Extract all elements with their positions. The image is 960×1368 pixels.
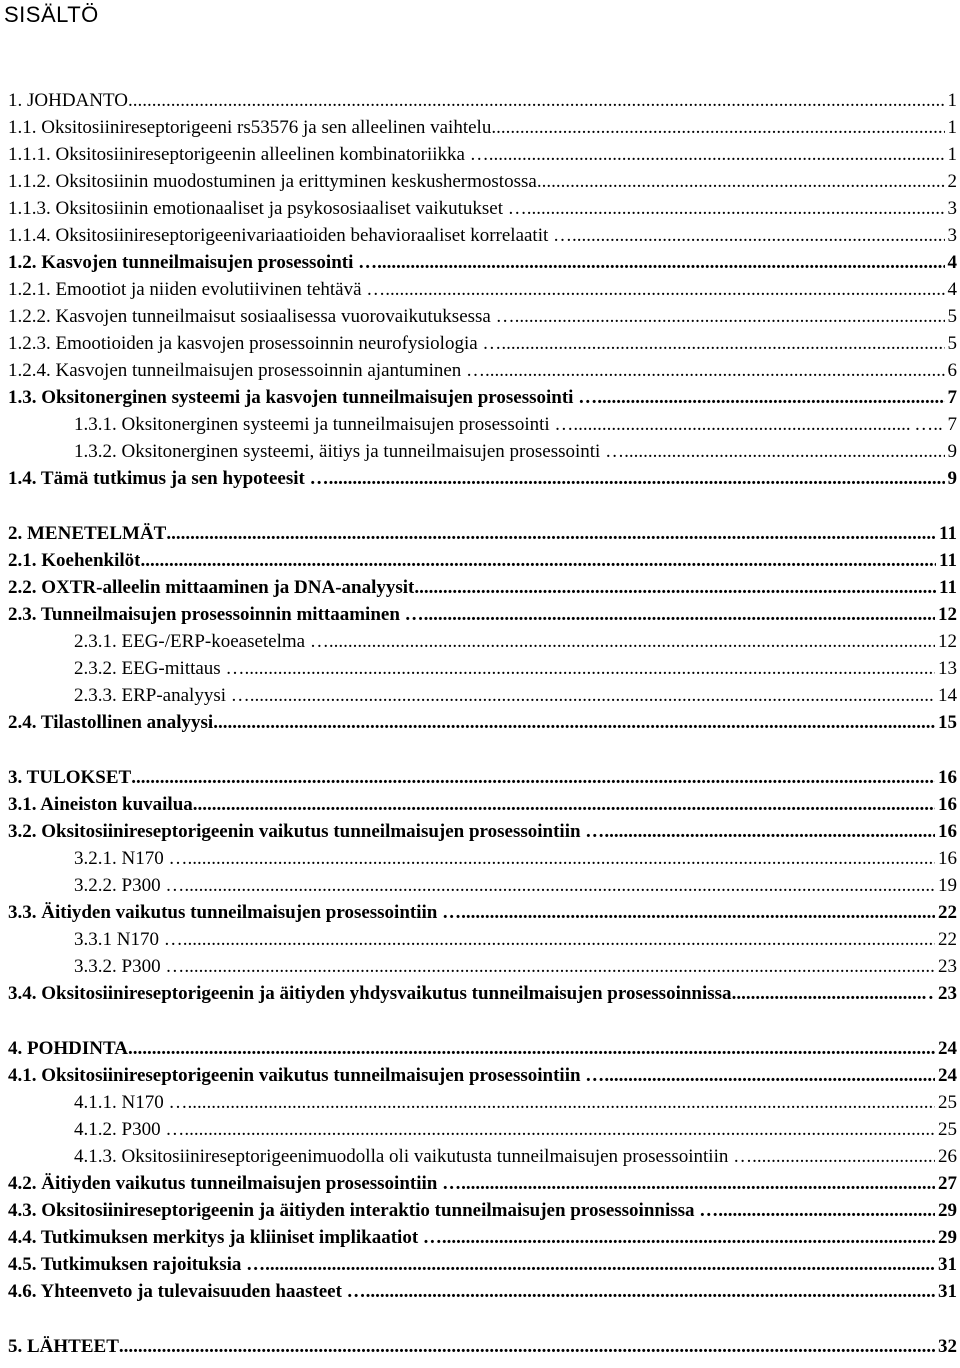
toc-entry-label: 1.1.3. Oksitosiinin emotionaaliset ja psykososiaaliset vaikutukset …: [8, 198, 527, 219]
toc-entry-label: 1.2.1. Emootiot ja niiden evolutiivinen tehtävä …: [8, 279, 386, 300]
toc-entry[interactable]: [0, 844, 960, 870]
toc-entry-label: 2.3. Tunneilmaisujen prosessoinnin mittaaminen …: [8, 604, 424, 625]
toc-entry-label: 1. JOHDANTO: [8, 90, 128, 111]
toc-entry-page: ….. 7: [914, 414, 957, 435]
toc-entry-page: 1: [947, 144, 957, 165]
toc-entry[interactable]: [0, 275, 960, 301]
toc-entry-label: 3.1. Aineiston kuvailua: [8, 794, 193, 815]
dot-leader: [187, 1092, 935, 1114]
toc-entry-label: 1.3.1. Oksitonerginen systeemi ja tunneilmaisujen prosessointi …: [74, 414, 574, 435]
toc-entry[interactable]: [0, 1142, 960, 1168]
toc-entry[interactable]: [0, 1250, 960, 1276]
toc-entry-label: 3.3.1 N170 …: [74, 929, 183, 950]
toc-entry[interactable]: [0, 600, 960, 626]
toc-entry-page: 14: [938, 685, 957, 706]
toc-entry[interactable]: [0, 464, 960, 490]
toc-entry-page: 22: [938, 902, 957, 923]
dot-leader: [244, 658, 935, 680]
toc-entry-page: 11: [939, 577, 957, 598]
toc-entry[interactable]: [0, 546, 960, 572]
toc-entry[interactable]: [0, 1034, 960, 1060]
toc-entry-page: 22: [938, 929, 957, 950]
toc-entry-page: 4: [947, 279, 957, 300]
toc-entry[interactable]: [0, 925, 960, 951]
toc-entry-page: 7: [947, 387, 957, 408]
toc-entry-label: 2.2. OXTR-alleelin mittaaminen ja DNA-analyysit: [8, 577, 415, 598]
toc-entry-label: 2. MENETELMÄT: [8, 523, 167, 544]
toc-entry-page: 25: [938, 1119, 957, 1140]
dot-leader: [128, 90, 945, 112]
dot-leader: [515, 306, 945, 328]
dot-leader: [752, 1146, 935, 1168]
dot-leader: [573, 414, 911, 436]
toc-entry[interactable]: [0, 437, 960, 463]
toc-entry-page: . 23: [928, 983, 957, 1004]
toc-entry-label: 3.2. Oksitosiinireseptorigeenin vaikutus tunneilmaisujen prosessointiin …: [8, 821, 605, 842]
toc-entry-label: 4.1.2. P300 …: [74, 1119, 185, 1140]
toc-entry[interactable]: [0, 410, 960, 436]
dot-leader: [489, 144, 945, 166]
toc-entry-page: 16: [938, 767, 957, 788]
dot-leader: [604, 821, 935, 843]
dot-leader: [183, 929, 935, 951]
toc-entry-label: 5. LÄHTEET: [8, 1336, 119, 1357]
dot-leader: [624, 441, 944, 463]
toc-entry-label: 1.1. Oksitosiinireseptorigeeni rs53576 ja sen alleelinen vaihtelu: [8, 117, 492, 138]
toc-entry-label: 3.3. Äitiyden vaikutus tunneilmaisujen prosessointiin …: [8, 902, 462, 923]
dot-leader: [537, 171, 945, 193]
toc-entry[interactable]: [0, 1169, 960, 1195]
toc-entry-label: 4.1. Oksitosiinireseptorigeenin vaikutus tunneilmaisujen prosessointiin …: [8, 1065, 605, 1086]
toc-entry-page: 24: [938, 1065, 957, 1086]
dot-leader: [424, 604, 935, 626]
toc-entry-page: 12: [938, 604, 957, 625]
toc-entry-label: 4.5. Tutkimuksen rajoituksia …: [8, 1254, 266, 1275]
dot-leader: [329, 468, 945, 490]
toc-entry[interactable]: [0, 113, 960, 139]
dot-leader: [265, 1254, 935, 1276]
toc-entry-page: 19: [938, 875, 957, 896]
dot-leader: [414, 577, 936, 599]
toc-entry[interactable]: [0, 167, 960, 193]
toc-entry-label: 1.2.4. Kasvojen tunneilmaisujen prosessoinnin ajantuminen …: [8, 360, 486, 381]
toc-entry-label: 2.1. Koehenkilöt: [8, 550, 141, 571]
toc-entry-page: 3: [947, 198, 957, 219]
toc-entry-page: 16: [938, 794, 957, 815]
toc-entry-label: 4.2. Äitiyden vaikutus tunneilmaisujen prosessointiin …: [8, 1173, 462, 1194]
toc-entry-label: 2.3.1. EEG-/ERP-koeasetelma …: [74, 631, 329, 652]
toc-entry-page: 31: [938, 1254, 957, 1275]
toc-entry[interactable]: [0, 356, 960, 382]
toc-entry[interactable]: [0, 194, 960, 220]
toc-entry-label: 2.4. Tilastollinen analyysi: [8, 712, 214, 733]
toc-entry[interactable]: [0, 627, 960, 653]
toc-entry-page: 29: [938, 1227, 957, 1248]
toc-entry[interactable]: [0, 1061, 960, 1087]
toc-entry[interactable]: [0, 763, 960, 789]
toc-entry-page: 29: [938, 1200, 957, 1221]
dot-leader: [718, 1200, 935, 1222]
toc-entry[interactable]: [0, 383, 960, 409]
toc-entry[interactable]: [0, 1196, 960, 1222]
dot-leader: [119, 1336, 935, 1358]
toc-entry[interactable]: [0, 681, 960, 707]
toc-entry-page: 9: [947, 468, 957, 489]
dot-leader: [366, 1281, 935, 1303]
toc-entry-label: 3.4. Oksitosiinireseptorigeenin ja äitiyden yhdysvaikutus tunneilmaisujen prosessoinnissa: [8, 983, 732, 1004]
dot-leader: [732, 983, 926, 1005]
dot-leader: [213, 712, 935, 734]
toc-entry[interactable]: [0, 1277, 960, 1303]
dot-leader: [597, 387, 944, 409]
dot-leader: [572, 225, 944, 247]
toc-entry[interactable]: [0, 654, 960, 680]
toc-entry-page: 2: [947, 171, 957, 192]
toc-entry[interactable]: [0, 302, 960, 328]
toc-entry-label: 1.1.4. Oksitosiinireseptorigeenivariaatioiden behavioraaliset korrelaatit …: [8, 225, 573, 246]
toc-entry[interactable]: [0, 952, 960, 978]
toc-entry-label: 1.1.1. Oksitosiinireseptorigeenin alleelinen kombinatoriikka …: [8, 144, 489, 165]
dot-leader: [329, 631, 935, 653]
toc-entry[interactable]: [0, 898, 960, 924]
dot-leader: [131, 767, 935, 789]
toc-entry-label: 3.2.1. N170 …: [74, 848, 188, 869]
dot-leader: [184, 956, 935, 978]
dot-leader: [491, 117, 944, 139]
toc-entry[interactable]: [0, 871, 960, 897]
dot-leader: [184, 875, 935, 897]
dot-leader: [461, 902, 935, 924]
dot-leader: [250, 685, 935, 707]
toc-entry-label: 4.3. Oksitosiinireseptorigeenin ja äitiyden interaktio tunneilmaisujen prosessoinnissa …: [8, 1200, 719, 1221]
toc-entry-label: 3. TULOKSET: [8, 767, 132, 788]
toc-entry-page: 25: [938, 1092, 957, 1113]
toc-entry[interactable]: [0, 1088, 960, 1114]
toc-entry[interactable]: [0, 248, 960, 274]
toc-entry-page: 3: [947, 225, 957, 246]
toc-entry[interactable]: [0, 708, 960, 734]
toc-entry[interactable]: [0, 519, 960, 545]
toc-entry-page: 1: [947, 117, 957, 138]
toc-entry[interactable]: [0, 790, 960, 816]
toc-entry-label: 1.2.3. Emootioiden ja kasvojen prosessoinnin neurofysiologia …: [8, 333, 502, 354]
toc-entry[interactable]: [0, 140, 960, 166]
toc-entry-page: 26: [938, 1146, 957, 1167]
dot-leader: [187, 848, 935, 870]
dot-leader: [604, 1065, 935, 1087]
dot-leader: [385, 279, 944, 301]
page-title: SISÄLTÖ: [4, 2, 99, 27]
toc-entry[interactable]: [0, 1332, 960, 1358]
toc-entry-page: 23: [938, 956, 957, 977]
toc-entry-label: 4.4. Tutkimuksen merkitys ja kliiniset implikaatiot …: [8, 1227, 442, 1248]
toc-entry-label: 2.3.2. EEG-mittaus …: [74, 658, 245, 679]
dot-leader: [128, 1038, 935, 1060]
toc-entry-page: 12: [938, 631, 957, 652]
dot-leader: [485, 360, 944, 382]
toc-entry-label: 1.4. Tämä tutkimus ja sen hypoteesit …: [8, 468, 329, 489]
toc-entry-label: 1.3. Oksitonerginen systeemi ja kasvojen tunneilmaisujen prosessointi …: [8, 387, 598, 408]
toc-entry-page: 15: [938, 712, 957, 733]
toc-entry[interactable]: [0, 1223, 960, 1249]
toc-entry[interactable]: [0, 329, 960, 355]
toc-entry-label: 4.6. Yhteenveto ja tulevaisuuden haasteet …: [8, 1281, 366, 1302]
toc-entry-page: 13: [938, 658, 957, 679]
dot-leader: [184, 1119, 935, 1141]
toc-entry-page: 5: [947, 306, 957, 327]
toc-entry-label: 4.1.1. N170 …: [74, 1092, 188, 1113]
toc-entry-page: 11: [939, 550, 957, 571]
toc-entry[interactable]: [0, 221, 960, 247]
toc-entry-page: 24: [938, 1038, 957, 1059]
toc-entry-page: 16: [938, 821, 957, 842]
toc-entry-page: 16: [938, 848, 957, 869]
toc-entry-label: 1.1.2. Oksitosiinin muodostuminen ja erittyminen keskushermostossa: [8, 171, 537, 192]
toc-entry-label: 1.2.2. Kasvojen tunneilmaisut sosiaalisessa vuorovaikutuksessa …: [8, 306, 515, 327]
toc-entry-page: 6: [947, 360, 957, 381]
dot-leader: [527, 198, 945, 220]
toc-entry-label: 4. POHDINTA: [8, 1038, 128, 1059]
toc-entry-page: 27: [938, 1173, 957, 1194]
toc-entry-label: 1.3.2. Oksitonerginen systeemi, äitiys ja tunneilmaisujen prosessointi …: [74, 441, 625, 462]
toc-entry[interactable]: [0, 817, 960, 843]
toc-entry-page: 4: [947, 252, 957, 273]
toc-entry-page: 11: [939, 523, 957, 544]
toc-entry[interactable]: [0, 86, 960, 112]
toc-entry-page: 9: [947, 441, 957, 462]
dot-leader: [140, 550, 936, 572]
toc-entry[interactable]: [0, 979, 960, 1005]
dot-leader: [442, 1227, 935, 1249]
toc-entry[interactable]: [0, 1115, 960, 1141]
toc-entry-page: 32: [938, 1336, 957, 1357]
dot-leader: [501, 333, 944, 355]
toc-entry-label: 3.2.2. P300 …: [74, 875, 185, 896]
dot-leader: [377, 252, 944, 274]
toc-entry-label: 3.3.2. P300 …: [74, 956, 185, 977]
toc-entry-label: 1.2. Kasvojen tunneilmaisujen prosessointi …: [8, 252, 378, 273]
toc-entry-page: 5: [947, 333, 957, 354]
dot-leader: [461, 1173, 935, 1195]
toc-entry[interactable]: [0, 573, 960, 599]
toc-entry-page: 31: [938, 1281, 957, 1302]
dot-leader: [193, 794, 935, 816]
toc-entry-label: 2.3.3. ERP-analyysi …: [74, 685, 250, 706]
dot-leader: [166, 523, 936, 545]
toc-entry-label: 4.1.3. Oksitosiinireseptorigeenimuodolla oli vaikutusta tunneilmaisujen prosessointiin …: [74, 1146, 753, 1167]
toc-entry-page: 1: [947, 90, 957, 111]
